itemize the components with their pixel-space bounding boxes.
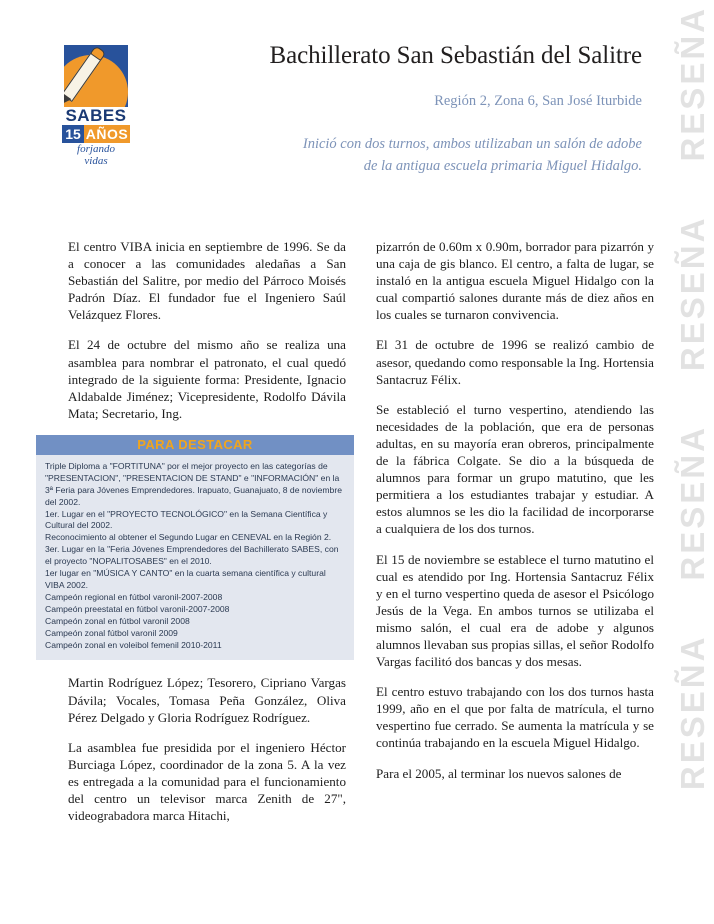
page-tagline-line2: de la antigua escuela primaria Miguel Hidalgo.	[363, 158, 642, 175]
highlight-item: 1er. Lugar en el "PROYECTO TECNOLÓGICO" en la Semana Científica y Cultural del 2002.	[45, 508, 328, 531]
page-tagline-line1: Inició con dos turnos, ambos utilizaban un salón de adobe	[302, 136, 642, 152]
logo-wordmark: SABES	[65, 106, 127, 125]
side-ribbon-words	[670, 0, 714, 924]
logo-tagline	[62, 144, 130, 167]
logo-years-word: AÑOS	[85, 126, 129, 142]
logo-anniversary	[62, 125, 130, 143]
highlight-item: Triple Diploma a "FORTITUNA" por el mejor proyecto en las categorías de "PRESENTACION", "PRESENTACION DE STAND" e "INFORMACIÓN" en la 3ª Feria para Jóvenes Emprendedores. Irapuato, Guanajuato, 8 de noviembre del 2002.	[45, 460, 342, 507]
highlight-box	[36, 435, 354, 661]
highlight-box-header	[36, 435, 354, 455]
paragraph: pizarrón de 0.60m x 0.90m, borrador para pizarrón y una caja de gis blanco. El centro, a falta de lugar, se instaló en la antigua escuela Miguel Hidalgo con la cual compartió salones durante más de diez años en los cuales se turnaron convivencia.	[376, 239, 654, 323]
paragraph: El centro VIBA inicia en septiembre de 1996. Se da a conocer a las comunidades aledañas a San Sebastián del Salitre, por medio del Párroco Moisés Padrón Díaz. El fundador fue el Ingeniero Saúl Velázquez Flores.	[68, 239, 346, 323]
side-ribbon-word: RESEÑA	[673, 425, 711, 581]
highlight-item: Reconocimiento al obtener el Segundo Lugar en CENEVAL en la Región 2.	[45, 532, 332, 543]
paragraph: El 31 de octubre de 1996 se realizó cambio de asesor, quedando como responsable la Ing. Hortensia Santacruz Félix.	[376, 337, 654, 387]
sabes-logo	[58, 45, 134, 167]
highlight-box-body	[36, 455, 354, 661]
highlight-item: Campeón zonal fútbol varonil 2009	[45, 627, 178, 638]
side-ribbon-word: RESEÑA	[673, 6, 711, 162]
paragraph: El 15 de noviembre se establece el turno matutino el cual es atendido por Ing. Hortensia Santacruz Félix y en el turno vespertino queda de asesor el Psicólogo Jesús de la Vega. En ambos turnos se utilizaba el mismo salón, el cual era de adobe y algunos alumnos llevaban sus propias sillas, el señor Rodolfo Vargas facilitó dos bancas y dos mesas.	[376, 551, 654, 670]
right-column	[376, 238, 654, 782]
body-columns	[0, 238, 670, 924]
left-column	[45, 238, 346, 824]
paragraph: El 24 de octubre del mismo año se realiza una asamblea para nombrar el patronato, el cual quedó integrado de la siguiente forma: Presidente, Ignacio Aldabalde Jiménez; Vicepresidente, Rodolfo Dávila Mata; Secretario, Ing.	[68, 337, 346, 421]
paragraph: Martin Rodríguez López; Tesorero, Cipriano Vargas Dávila; Vocales, Tomasa Peña González, Oliva Pérez Delgado y Gloria Rodríguez Rodríguez.	[68, 675, 346, 725]
side-ribbon-word: RESEÑA	[673, 215, 711, 372]
page-title: Bachillerato San Sebastián del Salitre	[269, 42, 642, 69]
highlight-item: Campeón zonal en voleibol femenil 2010-2011	[45, 639, 222, 650]
logo-tagline-line2: vidas	[84, 154, 108, 167]
highlight-item: Campeón zonal en fútbol varonil 2008	[45, 615, 190, 626]
highlight-item: 3er. Lugar en la "Feria Jóvenes Emprendedores del Bachillerato SABES, con el proyecto "NOPALITOSABES" en el 2010.	[45, 544, 339, 567]
logo-square	[64, 45, 128, 107]
highlight-item: 1er lugar en "MÚSICA Y CANTO" en la cuarta semana científica y cultural VIBA 2002.	[45, 568, 326, 590]
side-ribbon	[670, 0, 714, 924]
logo-tagline-line1: forjando	[77, 143, 115, 155]
highlight-item: Campeón regional en fútbol varonil-2007-2008	[45, 591, 223, 602]
paragraph: El centro estuvo trabajando con los dos turnos hasta 1999, año en el que por falta de matrícula, el turno vespertino fue cerrado. Se aumenta la matrícula y se continúa trabajando en la escuela Miguel Hidalgo.	[376, 684, 654, 751]
paragraph: Se estableció el turno vespertino, atendiendo las necesidades de la población, que era de personas adultas, en su mayoría eran obreros, principalmente de la fábrica Colgate. Se dio a la búsqueda de alumnos para formar un grupo matutino, que les permitiera a los estudiantes trabajar y estudiar. A estos alumnos se les dio la facilidad de incorporarse a cualquiera de los dos turnos.	[376, 401, 654, 537]
page-header	[0, 0, 670, 210]
logo-years-number: 15	[62, 125, 84, 143]
paragraph: La asamblea fue presidida por el ingeniero Héctor Burciaga López, coordinador de la zona 5. A la vez es entregada a la comunidad para el funcionamiento del centro un televisor marca Zenith de 27", videograbadora marca Hitachi,	[68, 739, 346, 824]
highlight-item: Campeón preestatal en fútbol varonil-2007-2008	[45, 603, 230, 614]
page-subtitle: Región 2, Zona 6, San José Iturbide	[434, 93, 642, 109]
highlight-box-title: PARA DESTACAR	[137, 437, 253, 453]
paragraph: Para el 2005, al terminar los nuevos salones de	[376, 765, 622, 781]
page-tagline	[182, 133, 642, 178]
side-ribbon-word: RESEÑA	[673, 634, 711, 791]
